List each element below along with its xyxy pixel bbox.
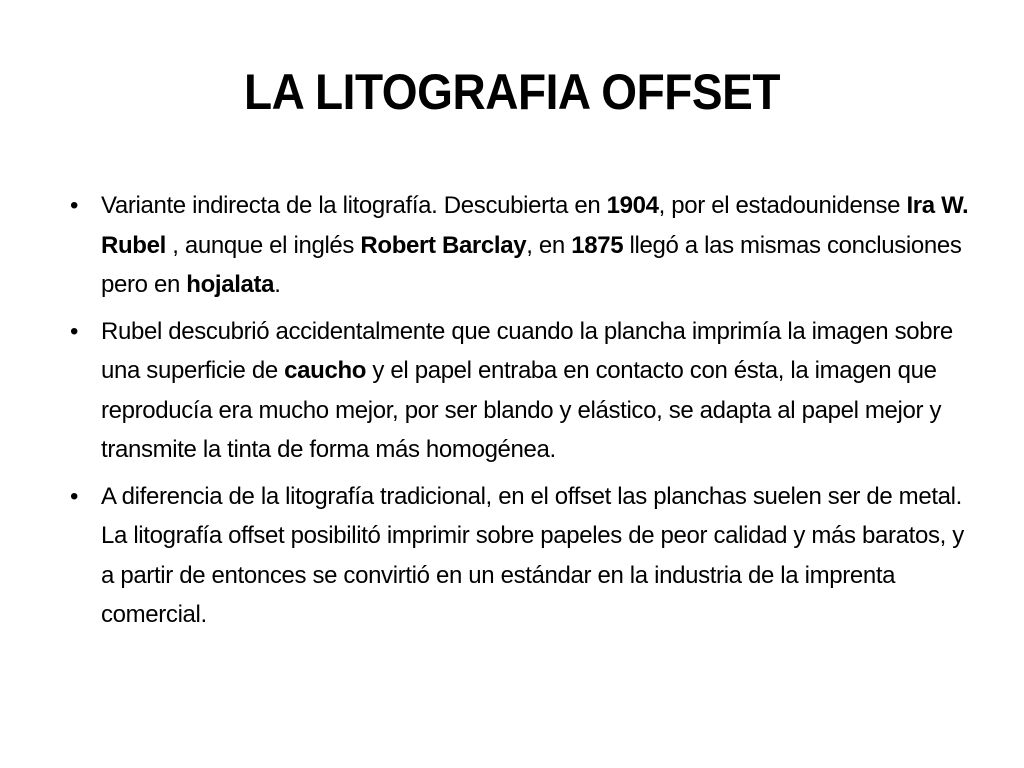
bullet-text bbox=[101, 192, 968, 298]
bullet-marker: • bbox=[70, 317, 79, 345]
bullet-item bbox=[70, 312, 970, 470]
bullet-text bbox=[101, 318, 953, 464]
text-segment-bold: Robert Barclay bbox=[360, 231, 527, 259]
bullet-marker: • bbox=[70, 482, 79, 510]
text-segment: Rubel descubrió accidentalmente que cuando la plancha imprimía la imagen sobre una superficie de bbox=[101, 317, 953, 384]
text-segment-bold: Ira W. Rubel bbox=[101, 192, 969, 259]
bullet-list bbox=[70, 186, 970, 642]
text-segment: A diferencia de la litografía tradicional, en el offset las planchas suelen ser de metal. La litografía offset posibilitó imprimir sobre papeles de peor calidad y más baratos, y a partir de entonces se convirtió en un estándar en la industria de la imprenta comercial. bbox=[101, 482, 964, 628]
text-segment: , en bbox=[526, 231, 572, 259]
bullet-text bbox=[101, 483, 964, 629]
bullet-item bbox=[70, 186, 970, 305]
text-segment-bold: 1875 bbox=[571, 231, 624, 259]
text-segment: Variante indirecta de la litografía. Descubierta en bbox=[101, 192, 607, 219]
text-segment-bold: 1904 bbox=[606, 192, 659, 219]
text-segment: llegó a las mismas conclusiones pero en bbox=[101, 231, 962, 298]
text-segment-bold: caucho bbox=[284, 357, 367, 384]
text-segment: . bbox=[274, 271, 281, 298]
text-segment: , aunque el inglés bbox=[165, 231, 361, 259]
slide-title: LA LITOGRAFIA OFFSET bbox=[244, 64, 780, 120]
bullet-marker: • bbox=[70, 192, 79, 219]
text-segment: , por el estadounidense bbox=[658, 192, 907, 219]
text-segment-bold: hojalata bbox=[186, 271, 275, 298]
text-segment: y el papel entraba en contacto con ésta, la imagen que reproducía era mucho mejor, por ser blando y elástico, se adapta al papel mejor y transmite la tinta de forma más homogénea. bbox=[101, 357, 942, 463]
bullet-item bbox=[70, 477, 970, 635]
